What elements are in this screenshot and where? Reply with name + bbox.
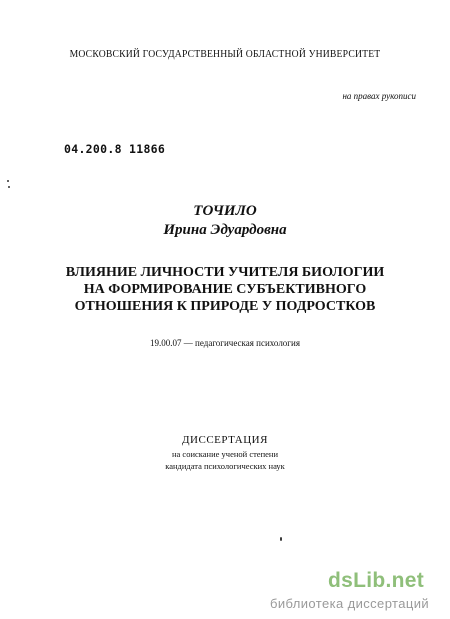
watermark-logo: dsLib.net [328, 569, 425, 592]
thesis-title-line: ВЛИЯНИЕ ЛИЧНОСТИ УЧИТЕЛЯ БИОЛОГИИ [65, 265, 385, 280]
author-surname: ТОЧИЛО [193, 203, 257, 219]
registration-number: 04.200.8 11866 [64, 142, 166, 156]
degree-line-2: кандидата психологических наук [165, 461, 285, 471]
scan-speck [7, 180, 9, 182]
dissertation-heading: ДИССЕРТАЦИЯ [182, 434, 268, 446]
university-name: МОСКОВСКИЙ ГОСУДАРСТВЕННЫЙ ОБЛАСТНОЙ УНИВЕРСИТЕТ [69, 49, 381, 60]
degree-line-1: на соискание ученой степени [171, 449, 278, 459]
manuscript-note: на правах рукописи [342, 91, 416, 101]
specialty-code: 19.00.07 — педагогическая психология [150, 338, 300, 348]
thesis-title [0, 264, 450, 315]
author-given-names: Ирина Эдуардовна [163, 222, 287, 238]
scan-speck [8, 186, 10, 188]
thesis-title-line: ОТНОШЕНИЯ К ПРИРОДЕ У ПОДРОСТКОВ [74, 299, 376, 314]
watermark-caption: библиотека диссертаций [270, 596, 430, 611]
scan-speck [280, 537, 282, 541]
thesis-title-line: НА ФОРМИРОВАНИЕ СУБЪЕКТИВНОГО [83, 282, 367, 297]
